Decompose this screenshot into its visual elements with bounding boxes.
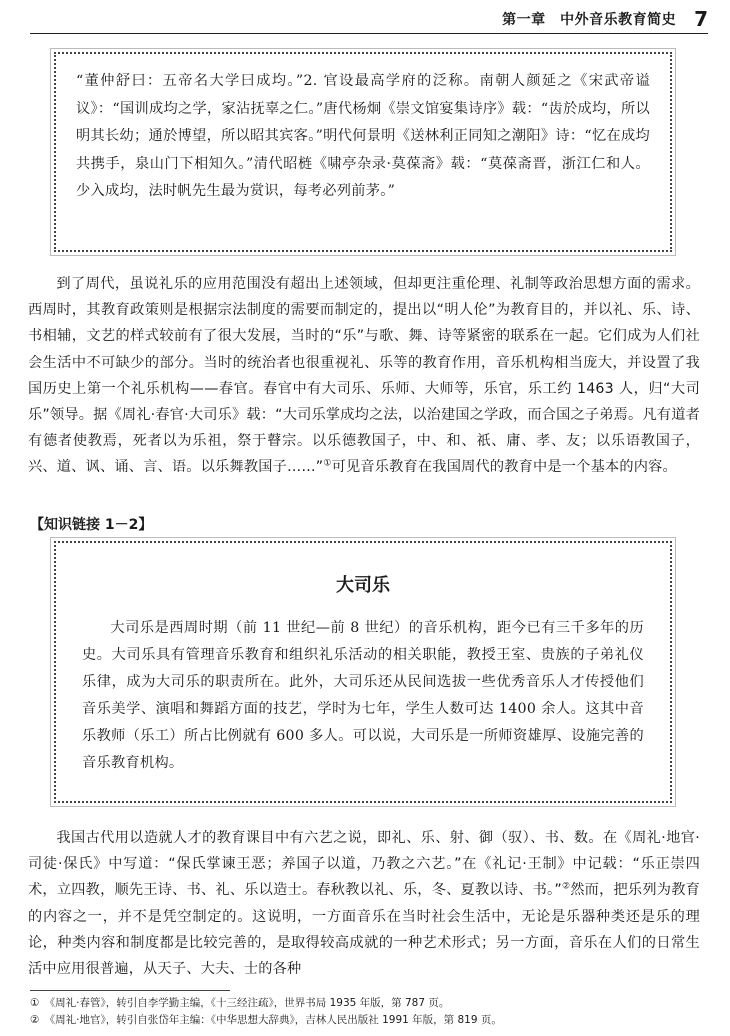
knowledge-link-box: [54, 541, 672, 803]
paragraph-2-tail: 然而，把乐列为教育的内容之一，并不是凭空制定的。这说明，一方面音乐在当时社会生活中，无论是乐器种类还是乐的理论，种类内容和制度都是比较完善的，是取得较高成就的一种艺术形式；另一方面，音乐在人们的日常生活中应用很普遍，从天子、大夫、士的各种: [28, 882, 700, 978]
paragraph-zhou-dynasty: [28, 271, 700, 481]
footnotes: [30, 995, 710, 1029]
paragraph-2-text: 我国古代用以造就人才的教育课目中有六艺之说，即礼、乐、射、御（驭）、书、数。在《周礼·地官·司徒·保氏》中写道：“保氏掌谏王恶；养国子以道，乃教之六艺。”在《礼记·王制》中记载：“乐正崇四术，立四教，顺先王诗、书、礼、乐以造士。春秋教以礼、乐，冬、夏教以诗、书。”: [28, 830, 700, 899]
paragraph-1-tail: 可见音乐教育在我国周代的教育中是一个基本的内容。: [331, 459, 677, 476]
paragraph-six-arts: [28, 825, 700, 982]
knowledge-link-title: 大司乐: [336, 575, 390, 596]
quote-box: [54, 52, 672, 252]
footnote-2: ② 《周礼·地官》，转引自张岱年主编：《中华思想大辞典》，吉林人民出版社 1991 年版，第 819 页。: [30, 1014, 502, 1026]
paragraph-1-text: 到了周代，虽说礼乐的应用范围没有超出上述领域，但却更注重伦理、礼制等政治思想方面的需求。西周时，其教育政策则是根据宗法制度的需要而制定的，提出以“明人伦”为教育目的，并以礼、乐、诗、书相辅，文艺的样式较前有了很大发展，当时的“乐”与歌、舞、诗等紧密的联系在一起。它们成为人们社会生活中不可缺少的部分。当时的统治者也很重视礼、乐等的教育作用，音乐机构相当庞大，并设置了我国历史上第一个礼乐机构——春官。春官中有大司乐、乐师、大师等，乐官，乐工约 1463 人，归“大司乐”领导。据《周礼·春官·大司乐》载：“大司乐掌成均之法，以治建国之学政，而合国之子弟焉。凡有道者有德者使教焉，死者以为乐祖，祭于瞽宗。以乐德教国子，中、和、祇、庸、孝、友；以乐语教国子，兴、道、讽、诵、言、语。以乐舞教国子……”: [28, 276, 700, 476]
footnote-divider: [30, 990, 230, 991]
chapter-title: 第一章 中外音乐教育简史: [502, 12, 677, 28]
page-header: [30, 4, 708, 34]
footnote-ref-1[interactable]: ①: [323, 458, 332, 469]
quote-text: “董仲舒曰：五帝名大学曰成均。”2. 官设最高学府的泛称。南朝人颜延之《宋武帝谥议》：“国训成均之学，家沾抚辜之仁。”唐代杨炯《崇文馆宴集诗序》载：“齿於成均，所以明其长幼；通於博望，所以昭其宾客。”明代何景明《送林利正同知之潮阳》诗：“忆在成均共携手，泉山门下相知久。”清代昭梿《啸亭杂录·莫葆斋》载：“莫葆斋晋，浙江仁和人。少入成均，法时帆先生最为赏识，每考必列前茅。”: [76, 73, 650, 199]
knowledge-link-text: 大司乐是西周时期（前 11 世纪—前 8 世纪）的音乐机构，距今已有三千多年的历史。大司乐具有管理音乐教育和组织礼乐活动的相关职能，教授王室、贵族的子弟礼仪乐律，成为大司乐的职责所在。此外，大司乐还从民间选拔一些优秀音乐人才传授他们音乐美学、演唱和舞蹈方面的技艺，学时为七年，学生人数可达 1400 余人。这其中音乐教师（乐工）所占比例就有 600 多人。可以说，大司乐是一所师资雄厚、设施完善的音乐教育机构。: [82, 620, 644, 771]
page-number: 7: [694, 7, 708, 31]
footnote-ref-2[interactable]: ②: [561, 881, 571, 892]
knowledge-link-label: 【知识链接 1－2】: [30, 517, 153, 533]
footnote-1: ① 《周礼·春管》，转引自李学勤主编，《十三经注疏》，世界书局 1935 年版，第 787 页。: [30, 997, 450, 1009]
